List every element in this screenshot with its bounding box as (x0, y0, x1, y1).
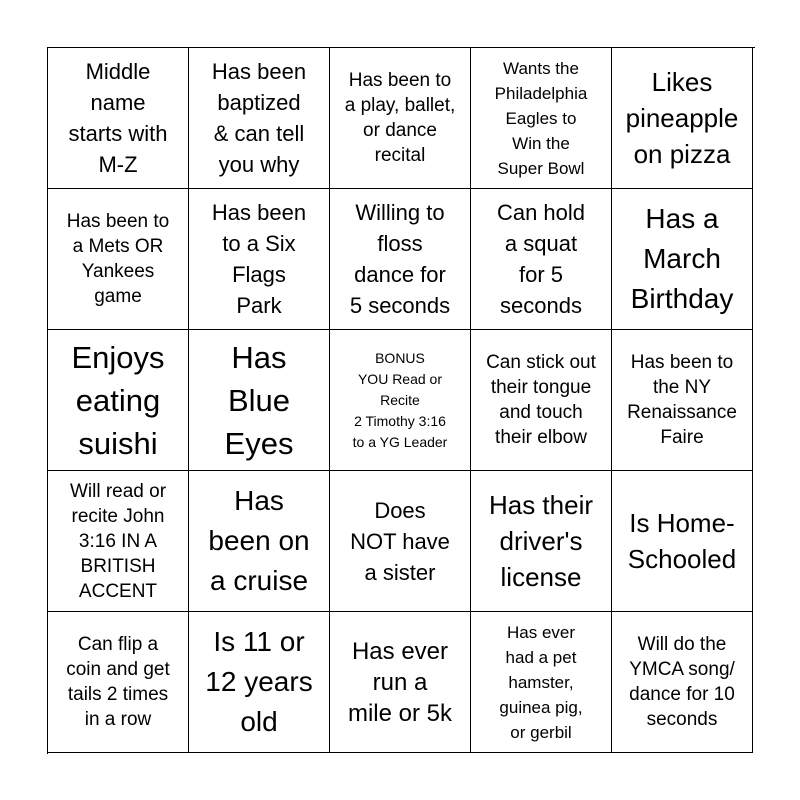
bingo-cell-r2c5[interactable] (612, 189, 753, 330)
bingo-cell-r3c1[interactable] (48, 330, 189, 471)
cell-text: Is 11 or 12 years old (205, 626, 313, 737)
bingo-cell-r4c4[interactable] (471, 471, 612, 612)
cell-text: Does NOT have a sister (350, 497, 450, 585)
bingo-cell-r2c4[interactable] (471, 189, 612, 330)
bingo-cell-r4c2[interactable] (189, 471, 330, 612)
bingo-cell-r5c1[interactable] (48, 612, 189, 753)
cell-text: Has ever run a mile or 5k (347, 637, 453, 727)
cell-text: Has been to a Mets OR Yankees game (66, 211, 170, 307)
cell-text: Has their driver's license (488, 490, 594, 592)
cell-text: Has Blue Eyes (224, 339, 294, 461)
cell-text: Has been baptized & can tell you why (211, 59, 307, 177)
bingo-cell-r2c2[interactable] (189, 189, 330, 330)
cell-text: Is Home- Schooled (627, 508, 737, 574)
bingo-board (47, 47, 755, 754)
cell-text: Has been to a play, ballet, or dance recital (344, 70, 456, 166)
cell-text: Will read or recite John 3:16 IN A BRITISH ACCENT (69, 480, 167, 602)
cell-text: Will do the YMCA song/ dance for 10 seconds (629, 634, 735, 730)
cell-text: Can flip a coin and get tails 2 times in a row (66, 634, 170, 730)
cell-text: Willing to floss dance for 5 seconds (349, 200, 451, 318)
bingo-cell-free-bonus[interactable] (330, 330, 471, 471)
bingo-cell-r5c5[interactable] (612, 612, 753, 753)
bingo-cell-r2c3[interactable] (330, 189, 471, 330)
cell-text: Has been to a Six Flags Park (211, 200, 307, 318)
bingo-cell-r1c5[interactable] (612, 48, 753, 189)
bingo-cell-r4c3[interactable] (330, 471, 471, 612)
cell-text: Wants the Philadelphia Eagles to Win the Super Bowl (494, 58, 588, 178)
cell-text: Has a March Birthday (630, 203, 734, 314)
cell-text: Enjoys eating suishi (71, 339, 165, 461)
bingo-cell-r1c4[interactable] (471, 48, 612, 189)
cell-text: Has been to the NY Renaissance Faire (627, 352, 737, 448)
bingo-cell-r2c1[interactable] (48, 189, 189, 330)
bingo-cell-r3c2[interactable] (189, 330, 330, 471)
bingo-cell-r4c5[interactable] (612, 471, 753, 612)
bingo-cell-r5c2[interactable] (189, 612, 330, 753)
bingo-cell-r5c3[interactable] (330, 612, 471, 753)
cell-text: Has been on a cruise (208, 485, 310, 596)
bingo-cell-r5c4[interactable] (471, 612, 612, 753)
cell-text: Can stick out their tongue and touch their elbow (486, 352, 596, 448)
bingo-cell-r3c5[interactable] (612, 330, 753, 471)
bingo-cell-r1c3[interactable] (330, 48, 471, 189)
cell-text: Middle name starts with M-Z (68, 59, 168, 177)
cell-text: Has ever had a pet hamster, guinea pig, or gerbil (499, 622, 583, 742)
bingo-cell-r4c1[interactable] (48, 471, 189, 612)
cell-text: Likes pineapple on pizza (625, 67, 739, 169)
cell-text: BONUS YOU Read or Recite 2 Timothy 3:16 to a YG Leader (352, 349, 448, 450)
bingo-cell-r1c2[interactable] (189, 48, 330, 189)
cell-text: Can hold a squat for 5 seconds (496, 200, 586, 318)
bingo-cell-r3c4[interactable] (471, 330, 612, 471)
bingo-cell-r1c1[interactable] (48, 48, 189, 189)
